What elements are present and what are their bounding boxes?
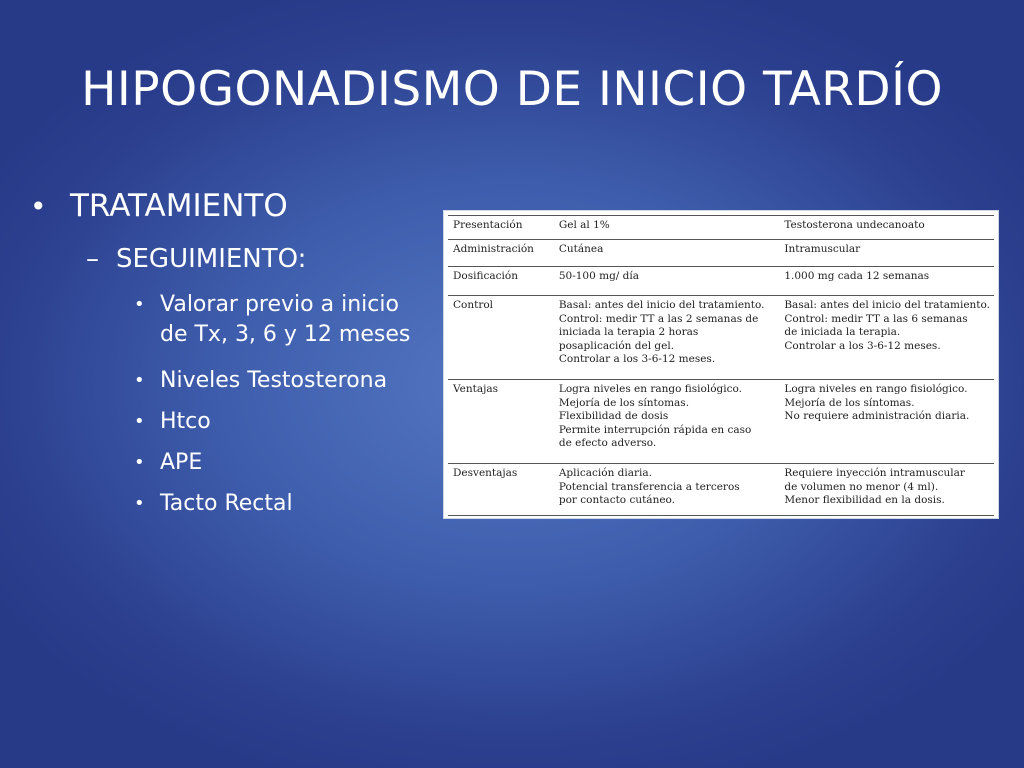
bullet-marker: • xyxy=(134,411,145,432)
bullet-text-seguimiento: SEGUIMIENTO: xyxy=(116,244,307,274)
bullet-marker: • xyxy=(30,190,47,223)
row-label: Desventajas xyxy=(453,467,518,479)
undecanoato-cell xyxy=(779,296,994,380)
cell-line: Mejoría de los síntomas. xyxy=(784,396,915,409)
undecanoato-cell xyxy=(779,267,994,296)
cell-line: Control: medir TT a las 2 semanas de xyxy=(558,312,759,325)
cell-line: Intramuscular xyxy=(784,243,861,255)
cell-line: iniciada la terapia 2 horas xyxy=(558,326,699,338)
undecanoato-cell xyxy=(779,380,994,464)
row-label-cell xyxy=(448,240,554,267)
row-label-cell xyxy=(448,216,554,240)
gel-cell xyxy=(554,296,780,380)
row-label-cell xyxy=(448,267,554,296)
bullet-level3-item xyxy=(134,290,424,350)
cell-line: 1.000 mg cada 12 semanas xyxy=(784,270,930,282)
cell-line: No requiere administración diaria. xyxy=(784,410,970,422)
cell-line: de efecto adverso. xyxy=(558,437,657,449)
cell-line: Logra niveles en rango fisiológico. xyxy=(784,383,968,395)
undecanoato-cell xyxy=(779,240,994,267)
cell-line: Menor flexibilidad en la dosis. xyxy=(784,494,945,506)
dash-marker: – xyxy=(86,244,99,274)
row-label: Control xyxy=(453,299,494,311)
cell-line: Basal: antes del inicio del tratamiento. xyxy=(784,299,990,311)
table-row xyxy=(448,267,994,296)
bullet-marker: • xyxy=(134,294,145,315)
table-row xyxy=(448,216,994,240)
slide-title: HIPOGONADISMO DE INICIO TARDÍO xyxy=(81,62,943,117)
comparison-table xyxy=(448,215,994,516)
table-row xyxy=(448,296,994,380)
gel-cell xyxy=(554,216,780,240)
cell-line: Aplicación diaria. xyxy=(558,467,652,479)
cell-line: Flexibilidad de dosis xyxy=(558,410,669,422)
cell-line: Gel al 1% xyxy=(558,219,610,231)
gel-cell xyxy=(554,464,780,516)
bullet-text: Niveles Testosterona xyxy=(160,368,388,393)
gel-cell xyxy=(554,380,780,464)
bullet-list xyxy=(0,0,440,768)
cell-line: Logra niveles en rango fisiológico. xyxy=(558,383,742,395)
bullet-text: APE xyxy=(160,450,203,475)
cell-line: Cutánea xyxy=(558,243,604,255)
bullet-level2 xyxy=(86,244,306,274)
cell-line: Testosterona undecanoato xyxy=(784,219,925,231)
table-row xyxy=(448,464,994,516)
cell-line: Permite interrupción rápida en caso xyxy=(558,423,752,436)
cell-line: Requiere inyección intramuscular xyxy=(784,467,965,479)
bullet-marker: • xyxy=(134,452,145,473)
row-label: Ventajas xyxy=(453,383,498,395)
cell-line: 50-100 mg/ día xyxy=(558,270,640,282)
cell-line: Control: medir TT a las 6 semanas xyxy=(784,312,968,325)
cell-line: Basal: antes del inicio del tratamiento. xyxy=(558,299,765,311)
table-row xyxy=(448,240,994,267)
cell-line: de iniciada la terapia. xyxy=(784,326,901,338)
bullet-marker: • xyxy=(134,370,145,391)
bullet-text: Valorar previo a inicio de Tx, 3, 6 y 12 meses xyxy=(160,292,411,347)
bullet-text: Htco xyxy=(160,409,211,434)
row-label-cell xyxy=(448,380,554,464)
cell-line: de volumen no menor (4 ml). xyxy=(784,480,939,493)
bullet-level3-item xyxy=(134,366,424,396)
cell-line: Controlar a los 3-6-12 meses. xyxy=(558,353,716,365)
cell-line: posaplicación del gel. xyxy=(558,339,675,352)
bullet-text: Tacto Rectal xyxy=(160,491,293,516)
row-label: Presentación xyxy=(453,219,523,231)
bullet-level3-item xyxy=(134,407,424,437)
row-label-cell xyxy=(448,296,554,380)
table-row xyxy=(448,380,994,464)
bullet-level3-item xyxy=(134,489,424,519)
cell-line: por contacto cutáneo. xyxy=(558,494,676,506)
bullet-text-tratamiento: TRATAMIENTO xyxy=(70,188,288,224)
bullet-level1 xyxy=(30,188,288,224)
bullet-marker: • xyxy=(134,493,145,514)
row-label: Administración xyxy=(453,243,534,255)
undecanoato-cell xyxy=(779,216,994,240)
bullet-level3-item xyxy=(134,448,424,478)
cell-line: Controlar a los 3-6-12 meses. xyxy=(784,339,941,352)
cell-line: Mejoría de los síntomas. xyxy=(558,396,690,409)
row-label: Dosificación xyxy=(453,270,518,282)
comparison-table-image xyxy=(443,210,999,519)
cell-line: Potencial transferencia a terceros xyxy=(558,480,740,493)
row-label-cell xyxy=(448,464,554,516)
gel-cell xyxy=(554,267,780,296)
gel-cell xyxy=(554,240,780,267)
undecanoato-cell xyxy=(779,464,994,516)
